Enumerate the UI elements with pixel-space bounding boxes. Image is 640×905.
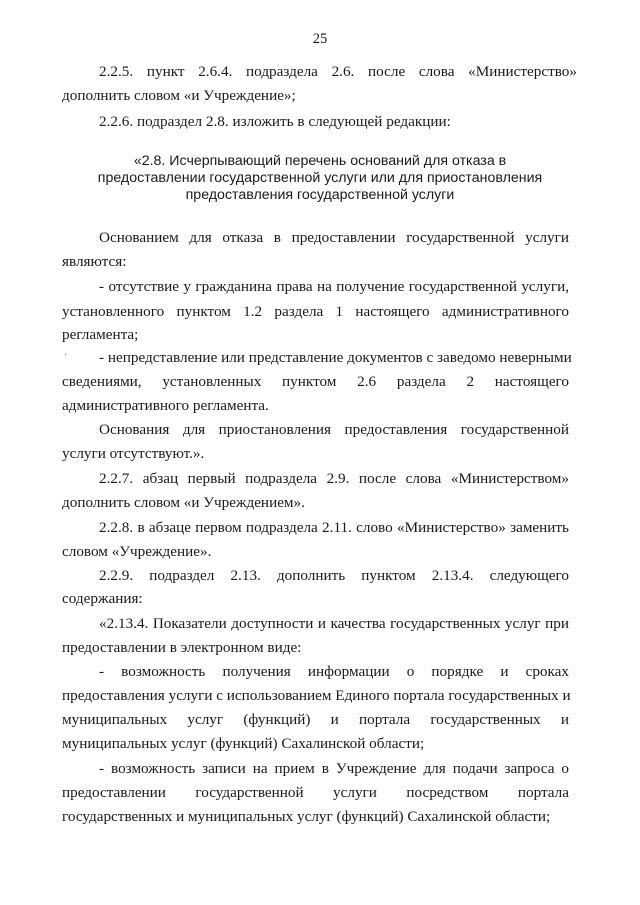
paragraph-line: словом «Учреждение». bbox=[62, 543, 212, 560]
paragraph-line: 2.2.9. подраздел 2.13. дополнить пунктом 2.13.4. следующего bbox=[99, 567, 569, 584]
section-heading-line: «2.8. Исчерпывающий перечень оснований для отказа в bbox=[133, 153, 507, 169]
paragraph-line: 2.2.5. пункт 2.6.4. подраздела 2.6. после слова «Министерство» bbox=[99, 63, 577, 80]
paragraph-line: административного регламента. bbox=[62, 397, 269, 414]
paragraph-line: регламента; bbox=[62, 326, 139, 343]
page-number: 25 bbox=[312, 31, 328, 47]
paragraph-line: «2.13.4. Показатели доступности и качества государственных услуг при bbox=[99, 615, 569, 632]
paragraph-line: 2.2.6. подраздел 2.8. изложить в следующей редакции: bbox=[99, 113, 451, 130]
paragraph-line: содержания: bbox=[62, 590, 143, 607]
paragraph-line: - возможность получения информации о порядке и сроках bbox=[99, 663, 569, 680]
paragraph-line: являются: bbox=[62, 253, 127, 270]
paragraph-line: предоставления услуги с использованием Единого портала государственных и bbox=[62, 687, 571, 704]
paragraph-line: муниципальных услуг (функций) и портала государственных и bbox=[62, 711, 569, 728]
scan-artifact: ʼ bbox=[64, 352, 67, 362]
paragraph-line: муниципальных услуг (функций) Сахалинской области; bbox=[62, 735, 425, 752]
paragraph-line: Основанием для отказа в предоставлении государственной услуги bbox=[99, 229, 569, 246]
paragraph-line: Основания для приостановления предоставления государственной bbox=[99, 421, 569, 438]
paragraph-line: - непредставление или представление документов с заведомо неверными bbox=[99, 349, 572, 366]
paragraph-line: установленного пунктом 1.2 раздела 1 настоящего административного bbox=[62, 303, 569, 320]
paragraph-line: предоставлении в электронном виде: bbox=[62, 639, 302, 656]
section-heading-line: предоставлении государственной услуги или для приостановления bbox=[97, 170, 543, 186]
paragraph-line: предоставлении государственной услуги посредством портала bbox=[62, 784, 569, 801]
paragraph-line: - отсутствие у гражданина права на получение государственной услуги, bbox=[99, 278, 569, 295]
paragraph-line: услуги отсутствуют.». bbox=[62, 445, 205, 462]
paragraph-line: 2.2.7. абзац первый подраздела 2.9. после слова «Министерством» bbox=[99, 470, 569, 487]
paragraph-line: сведениями, установленных пунктом 2.6 раздела 2 настоящего bbox=[62, 373, 569, 390]
paragraph-line: дополнить словом «и Учреждение»; bbox=[62, 87, 296, 104]
paragraph-line: - возможность записи на прием в Учреждение для подачи запроса о bbox=[99, 760, 569, 777]
paragraph-line: государственных и муниципальных услуг (функций) Сахалинской области; bbox=[62, 808, 551, 825]
section-heading-line: предоставления государственной услуги bbox=[185, 187, 455, 203]
paragraph-line: дополнить словом «и Учреждением». bbox=[62, 494, 305, 511]
paragraph-line: 2.2.8. в абзаце первом подраздела 2.11. слово «Министерство» заменить bbox=[99, 519, 569, 536]
